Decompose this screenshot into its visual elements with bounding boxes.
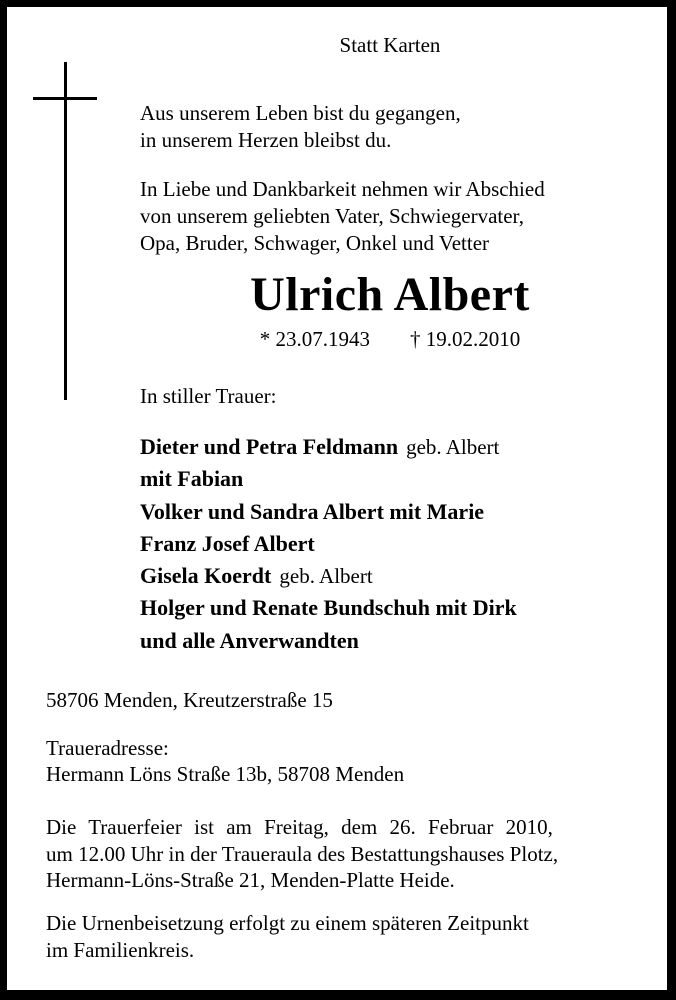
mourning-address-label: Traueradresse: — [46, 736, 169, 760]
mourner-name: Gisela Koerdt — [140, 563, 272, 589]
mourner-name: mit Fabian — [140, 466, 244, 492]
mourners-list — [140, 431, 525, 657]
mourner-row — [140, 592, 525, 624]
cross-horizontal-bar — [33, 97, 97, 100]
burial-paragraph — [46, 910, 529, 964]
cross-vertical-bar — [64, 62, 67, 400]
mourner-maiden-name: geb. Albert — [406, 435, 500, 459]
funeral-service-paragraph — [46, 814, 638, 894]
farewell-line: In Liebe und Dankbarkeit nehmen wir Abschied — [140, 177, 545, 201]
residence-address: 58706 Menden, Kreutzerstraße 15 — [46, 688, 333, 712]
mourner-name: Franz Josef Albert — [140, 530, 315, 556]
mourner-name: Dieter und Petra Feldmann — [140, 434, 399, 459]
funeral-line: Hermann-Löns-Straße 21, Menden-Platte Heide. — [46, 868, 455, 893]
funeral-line: um 12.00 Uhr in der Traueraula des Bestattungshauses Plotz, — [46, 841, 559, 866]
mourner-row — [140, 560, 525, 592]
mourner-name: und alle Anverwandten — [140, 627, 359, 653]
mourner-row — [140, 625, 525, 657]
mourner-name: Holger und Renate Bundschuh mit Dirk — [140, 595, 517, 621]
intro-verse-line: in unserem Herzen bleibst du. — [140, 128, 392, 152]
mourner-row — [140, 431, 525, 463]
birth-date: * 23.07.1943 — [259, 327, 370, 351]
burial-line: im Familienkreis. — [46, 938, 195, 962]
mourner-row — [140, 463, 525, 495]
burial-line: Die Urnenbeisetzung erfolgt zu einem späteren Zeitpunkt — [46, 911, 529, 935]
intro-verse — [140, 100, 461, 154]
mourner-row — [140, 528, 525, 560]
funeral-line: Die Trauerfeier ist am Freitag, dem 26. Februar 2010, — [46, 815, 553, 839]
intro-verse-line: Aus unserem Leben bist du gegangen, — [140, 101, 461, 125]
death-date: † 19.02.2010 — [410, 327, 521, 351]
deceased-name: Ulrich Albert — [250, 268, 530, 321]
mourning-label: In stiller Trauer: — [140, 384, 277, 408]
farewell-line: von unserem geliebten Vater, Schwiegervater, — [140, 204, 524, 228]
mourner-name: Volker und Sandra Albert mit Marie — [140, 498, 485, 524]
life-dates — [140, 326, 640, 353]
farewell-line: Opa, Bruder, Schwager, Onkel und Vetter — [140, 231, 490, 255]
statt-karten-heading: Statt Karten — [339, 33, 441, 57]
mourning-address-block — [46, 735, 404, 787]
mourner-maiden-name: geb. Albert — [279, 564, 373, 589]
mourner-row — [140, 496, 525, 528]
farewell-paragraph — [140, 176, 545, 257]
mourning-address-value: Hermann Löns Straße 13b, 58708 Menden — [46, 762, 405, 786]
